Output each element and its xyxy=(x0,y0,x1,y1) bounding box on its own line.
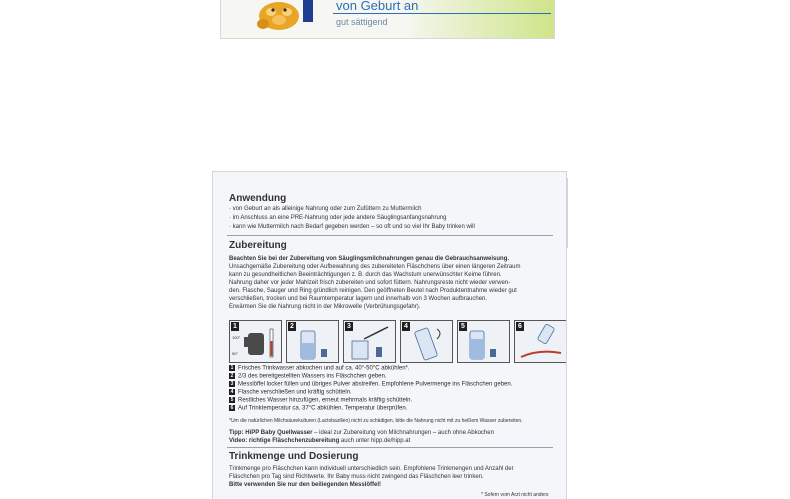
footnote: *Um die natürlichen Milchsäurekulturen (Lactobazillen) nicht zu schädigen, bitte die Nahrung nicht mit zu heißem Wasser zubereiten. xyxy=(229,418,523,424)
measuring-spoon-icon xyxy=(344,321,397,364)
corner-note: * Sofern vom Arzt nicht anders xyxy=(481,492,549,498)
zubereitung-line: Nahrung daher vor jeder Mahlzeit frisch zubereiten und sofort füttern. Nahrungsreste nicht wieder verwen- xyxy=(229,280,511,286)
preparation-steps xyxy=(229,320,566,363)
instruction-item: 3 Messlöffel locker füllen und übriges Pulver abstreifen. Empfohlene Pulvermenge ins Fläschchen geben. xyxy=(230,381,513,388)
zubereitung-line: Erwärmen Sie die Nahrung nicht in der Mikrowelle (Verbrühungsgefahr). xyxy=(229,304,421,310)
section-divider xyxy=(227,235,553,236)
video-line: Video: richtige Fläschchenzubereitung auch unter hipp.de/hipp.at xyxy=(229,438,411,444)
section-title-anwendung: Anwendung xyxy=(229,193,287,204)
zubereitung-line: kann zu gesundheitlichen Beeinträchtigungen z. B. durch das Wachstum unerwünschter Keime führen. xyxy=(229,272,502,278)
step-3-powder xyxy=(343,320,396,363)
package-blue-tab xyxy=(303,0,313,22)
step-number: 1 xyxy=(231,322,239,331)
bottle-icon xyxy=(287,321,340,364)
section-title-zubereitung: Zubereitung xyxy=(229,240,287,251)
step-number: 2 xyxy=(288,322,296,331)
zubereitung-line: den. Flasche, Sauger und Ring gründlich reinigen. Den geöffneten Beutel nach Produktentnahme wieder gut xyxy=(229,288,517,294)
step-6-temperature xyxy=(514,320,567,363)
bottle-icon xyxy=(458,321,511,364)
instruction-item: 5 Restliches Wasser hinzufügen, erneut mehrmals kräftig schütteln. xyxy=(230,397,413,404)
zubereitung-intro: Beachten Sie bei der Zubereitung von Säuglingsmilchnahrungen genau die Gebrauchsanweisung. xyxy=(229,256,510,262)
instruction-item: 4 Flasche verschließen und kräftig schütteln. xyxy=(230,389,352,396)
instruction-item: 6 Auf Trinktemperatur ca. 37°C abkühlen. Temperatur überprüfen. xyxy=(230,405,408,412)
step-number: 6 xyxy=(516,322,524,331)
tipp-line: Tipp: HiPP Baby Quellwasser – ideal zur Zubereitung von Milchnahrungen – auch ohne Abkochen xyxy=(229,430,494,436)
step-number: 5 xyxy=(459,322,467,331)
zubereitung-line: Unsachgemäße Zubereitung oder Aufbewahrung des zubereiteten Fläschchens über einen längeren Zeitraum xyxy=(229,264,521,270)
trinkmenge-line: Fläschchen pro Tag sind Richtwerte. Ihr Baby muss nicht zwingend das Fläschchen leer trinken. xyxy=(229,474,484,480)
anwendung-line: · kann wie Muttermilch nach Bedarf gegeben werden – so oft und so viel Ihr Baby trinken will xyxy=(229,224,475,230)
top-package xyxy=(220,0,555,39)
step-4-shake xyxy=(400,320,453,363)
package-green-band xyxy=(411,0,554,38)
package-divider xyxy=(333,13,551,14)
thermometer-label-100: 100° xyxy=(232,335,241,340)
section-divider xyxy=(227,447,553,448)
instruction-item: 2 2/3 des bereitgestellten Wassers ins Fläschchen geben. xyxy=(230,373,387,380)
package-claim-title: von Geburt an xyxy=(336,0,419,13)
anwendung-line: · von Geburt an als alleinige Nahrung oder zum Zufüttern zu Muttermilch xyxy=(229,206,422,212)
step-2-water xyxy=(286,320,339,363)
wrist-test-icon xyxy=(515,321,567,364)
package-claim-subtitle: gut sättigend xyxy=(336,17,388,27)
step-number: 3 xyxy=(345,322,353,331)
step-1-boil xyxy=(229,320,282,363)
package-back-panel xyxy=(212,171,567,499)
anwendung-line: · im Anschluss an eine PRE-Nahrung oder jede andere Säuglingsanfangsnahrung xyxy=(229,215,447,221)
thermometer-label-50: 50° xyxy=(232,351,239,356)
bear-mascot-icon xyxy=(249,0,309,30)
kettle-thermometer-icon xyxy=(230,321,283,364)
zubereitung-line: verschließen, trocken und bei Raumtemperatur lagern und innerhalb von 3 Wochen aufbrauchen. xyxy=(229,296,488,302)
section-title-trinkmenge: Trinkmenge und Dosierung xyxy=(229,451,359,462)
step-5-fill xyxy=(457,320,510,363)
step-number: 4 xyxy=(402,322,410,331)
instruction-item: 1 Frisches Trinkwasser abkochen und auf ca. 40°-50°C abkühlen*. xyxy=(230,365,410,372)
trinkmenge-line: Trinkmenge pro Fläschchen kann individuell unterschiedlich sein. Empfohlene Trinkmengen und Anzahl der xyxy=(229,466,514,472)
trinkmenge-warning: Bitte verwenden Sie nur den beiliegenden Messlöffel! xyxy=(229,482,382,488)
shake-bottle-icon xyxy=(401,321,454,364)
